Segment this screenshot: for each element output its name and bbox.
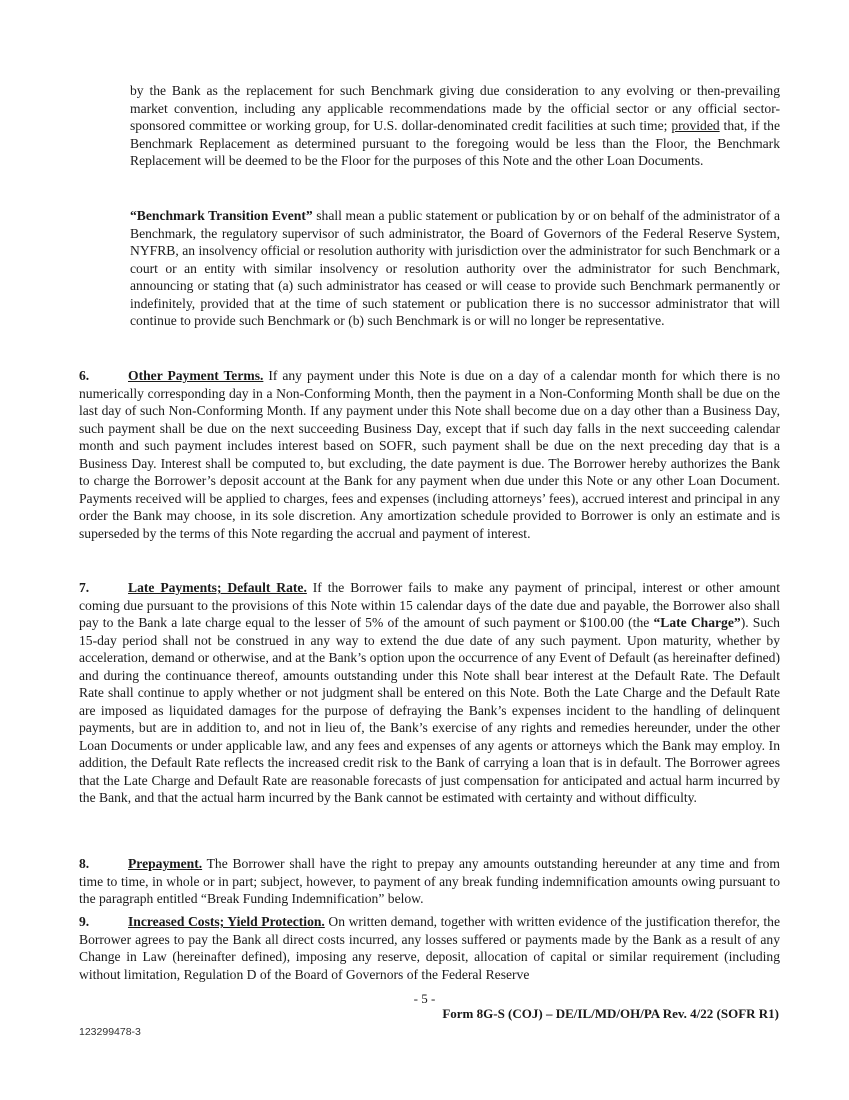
section-6-other-payment-terms xyxy=(79,367,780,542)
section-number: 7. xyxy=(79,580,90,595)
paragraph-text: by the Bank as the replacement for such Benchmark giving due consideration to any evolving or then-prevailing market convention, including any applicable recommendations made by the official sector or any official sector-sponsored committee or working group, for U.S. dollar-denominated credit facilities at such time; xyxy=(130,83,780,133)
section-text: If the Borrower fails to make any payment of principal, interest or other amount coming due pursuant to the provisions of this Note within 15 calendar days of the date due and payable, the Borrower also shall pay to the Bank a late charge equal to the lesser of 5% of the amount of such payment or $100.00 (the xyxy=(79,580,781,630)
provided-term: provided xyxy=(671,118,720,133)
page-number: - 5 - xyxy=(413,991,436,1006)
section-number: 9. xyxy=(79,914,90,929)
section-heading: Prepayment. xyxy=(128,856,203,871)
section-7-late-payments xyxy=(79,579,780,807)
section-8-prepayment xyxy=(79,855,780,908)
section-heading: Other Payment Terms. xyxy=(128,368,264,383)
benchmark-replacement-continued xyxy=(130,82,780,170)
defined-term: “Benchmark Transition Event” xyxy=(130,208,313,223)
paragraph-text: that, if the Benchmark Replacement as determined pursuant to the foregoing would be less than the Floor, the Benchmark Replacement will be deemed to be the Floor for the purposes of this Note and the other Loan Documents. xyxy=(130,118,780,168)
benchmark-transition-event-paragraph xyxy=(130,207,780,330)
document-id: 123299478-3 xyxy=(79,1026,141,1038)
section-text: If any payment under this Note is due on a day of a calendar month for which there is no numerically corresponding day in a Non-Conforming Month, then the payment in a Non-Conforming Month shall be due on the last day of such Non-Conforming Month. If any payment under this Note shall become due on a day other than a Business Day, such payment shall be due on the next succeeding Business Day, except that if such day falls in the next succeeding calendar month and such payment includes interest based on SOFR, such payment shall be due on the next preceding day that is a Business Day. Interest shall be computed to, but excluding, the date payment is due. The Borrower hereby authorizes the Bank to charge the Borrower’s deposit account at the Bank for any payment when due under this Note or any other Loan Document. Payments received will be applied to charges, fees and expenses (including attorneys’ fees), accrued interest and principal in any order the Bank may choose, in its sole discretion. Any amortization schedule provided to Borrower is only an estimate and is superseded by the terms of this Note regarding the accrual and payment of interest. xyxy=(79,368,780,541)
section-text: The Borrower shall have the right to prepay any amounts outstanding hereunder at any time and from time to time, in whole or in part; subject, however, to payment of any break funding indemnification amounts owing pursuant to the paragraph entitled “Break Funding Indemnification” below. xyxy=(79,856,780,906)
section-heading: Increased Costs; Yield Protection. xyxy=(128,914,325,929)
form-identifier: Form 8G-S (COJ) – DE/IL/MD/OH/PA Rev. 4/22 (SOFR R1) xyxy=(442,1006,779,1021)
section-number: 8. xyxy=(79,856,90,871)
section-text: On written demand, together with written evidence of the justification therefor, the Borrower agrees to pay the Bank all direct costs incurred, any losses suffered or payments made by the Bank as a result of any Change in Law (hereinafter defined), imposing any reserve, deposit, allocation of capital or similar requirement (including without limitation, Regulation D of the Board of Governors of the Federal Reserve xyxy=(79,914,781,982)
section-number: 6. xyxy=(79,368,90,383)
section-9-increased-costs xyxy=(79,913,780,983)
paragraph-text: shall mean a public statement or publication by or on behalf of the administrator of a Benchmark, the regulatory supervisor of such administrator, the Board of Governors of the Federal Reserve System, NYFRB, an insolvency official or resolution authority with jurisdiction over the administrator for such Benchmark or a court or an entity with similar insolvency or resolution authority over the administrator for such Benchmark, announcing or stating that (a) such administrator has ceased or will cease to provide such Benchmark permanently or indefinitely, provided that at the time of such statement or publication there is no successor administrator that will continue to provide such Benchmark or (b) such Benchmark is or will no longer be representative. xyxy=(130,208,780,328)
section-text: ). Such 15-day period shall not be construed in any way to extend the due date of any such payment. Upon maturity, whether by acceleration, demand or otherwise, and at the Bank’s option upon the occurrence of any Event of Default (as hereinafter defined) and during the continuance thereof, amounts outstanding under this Note shall bear interest at the Default Rate. The Default Rate shall continue to apply whether or not judgment shall be entered on this Note. Both the Late Charge and the Default Rate are imposed as liquidated damages for the purpose of defraying the Bank’s expenses incident to the handling of delinquent payments, but are in addition to, and not in lieu of, the Bank’s exercise of any rights and remedies hereunder, under the other Loan Documents or under applicable law, and any fees and expenses of any agents or attorneys which the Bank may employ. In addition, the Default Rate reflects the increased credit risk to the Bank of carrying a loan that is in default. The Borrower agrees that the Late Charge and Default Rate are reasonable forecasts of just compensation for anticipated and actual harm incurred by the Bank, and that the actual harm incurred by the Bank cannot be estimated with certainty and without difficulty. xyxy=(79,615,780,805)
defined-term: “Late Charge” xyxy=(653,615,741,630)
section-heading: Late Payments; Default Rate. xyxy=(128,580,307,595)
